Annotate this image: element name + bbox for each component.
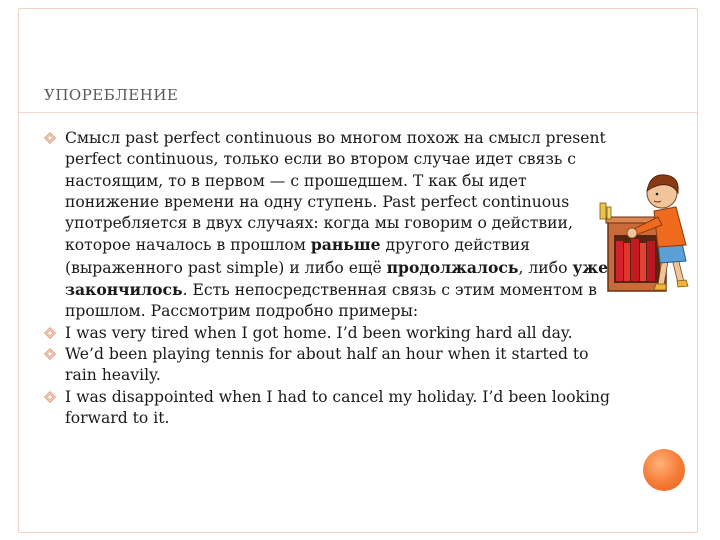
bullet-icon xyxy=(44,327,56,339)
bullet-item xyxy=(44,323,616,344)
bullet-text-segment: I was very tired when I got home. I’d been working hard all day. xyxy=(65,323,573,342)
bullet-item xyxy=(44,128,616,323)
slide-title: УПОРЕБЛЕНИЕ xyxy=(44,86,179,104)
bullet-text-segment: другого действия (выраженного past simple) и либо ещё xyxy=(65,236,530,277)
boy-at-bookshelf-illustration xyxy=(578,163,696,303)
bullet-icon xyxy=(44,391,56,403)
bullet-icon xyxy=(44,132,56,144)
title-divider xyxy=(18,112,698,113)
bullet-text-segment: I was disappointed when I had to cancel my holiday. I’d been looking forward to it. xyxy=(65,387,611,427)
bullet-text-bold: раньше xyxy=(310,235,381,255)
bullet-text-bold: уже закончилось xyxy=(65,257,609,300)
bullet-text-bold: продолжалось xyxy=(386,257,519,277)
orange-circle-decoration xyxy=(643,449,685,491)
bullet-text-segment: Смысл past perfect continuous во многом похож на смысл present perfect continuous, только если во втором случае идет связь с настоящим, то в первом — с прошедшем. Т как бы идет понижение времени на одну ступень. Past perfect continuous употребляется в двух случаях: когда мы говорим о действии, которое началось в прошлом xyxy=(65,129,606,255)
bullet-text-segment: . Есть непосредственная связь с этим моментом в прошлом. Рассмотрим подробно примеры: xyxy=(65,281,597,321)
bullet-text-segment: We’d been playing tennis for about half an hour when it started to rain heavily. xyxy=(65,344,589,385)
bullet-item xyxy=(44,387,616,430)
bullet-text-segment: , либо xyxy=(518,258,573,277)
bullet-item xyxy=(44,344,616,387)
bullet-icon xyxy=(44,348,56,360)
bullet-list xyxy=(44,128,616,429)
